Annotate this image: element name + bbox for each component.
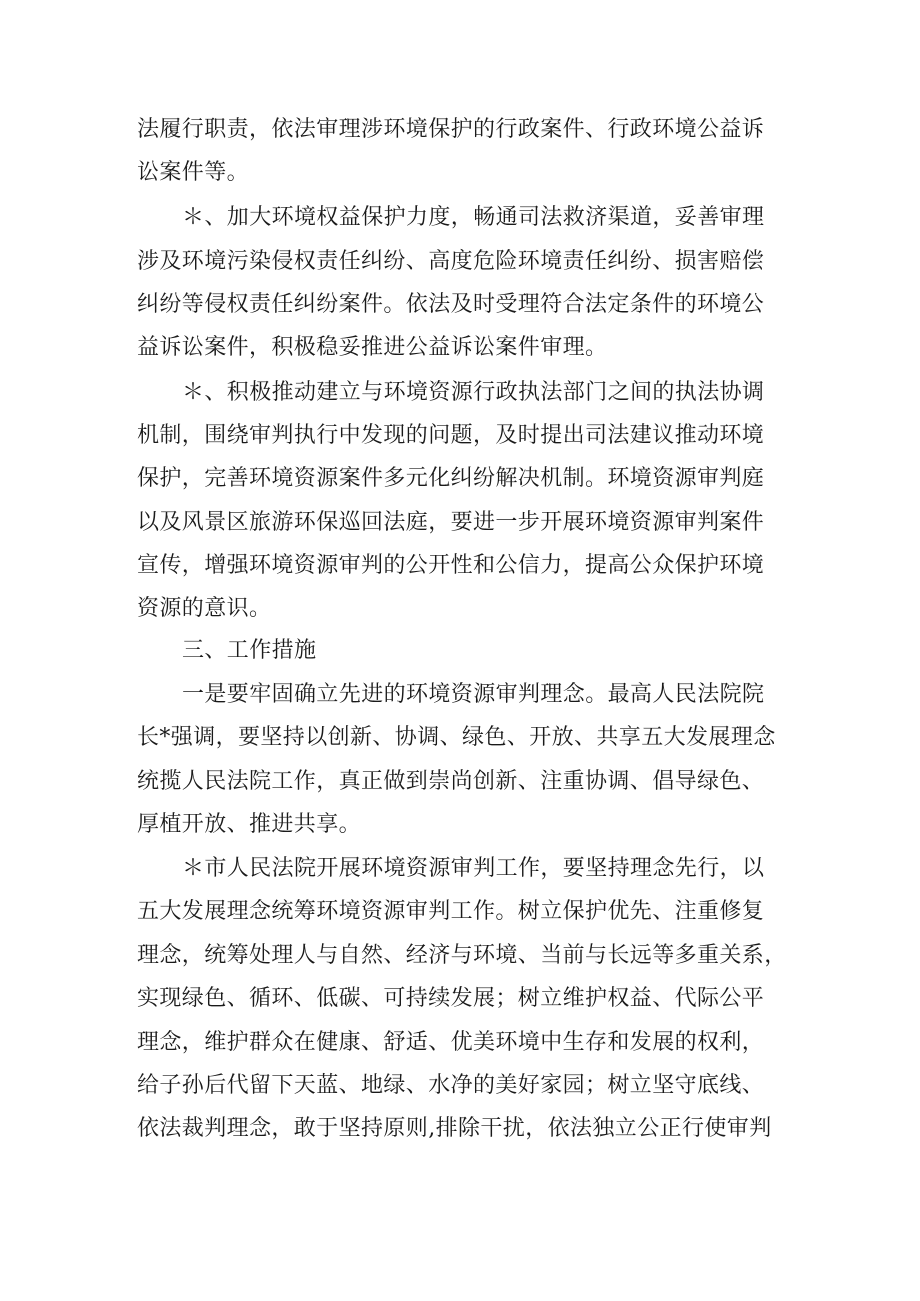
paragraph-5-line-6: 给子孙后代留下天蓝、地绿、水净的美好家园；树立坚守底线、: [137, 1073, 765, 1098]
paragraph-3-line-3: 保护，完善环境资源案件多元化纠纷解决机制。环境资源审判庭: [137, 466, 765, 491]
paragraph-5-line-3: 理念，统筹处理人与自然、经济与环境、当前与长远等多重关系，: [137, 943, 787, 968]
paragraph-3-line-4: 以及风景区旅游环保巡回法庭，要进一步开展环境资源审判案件: [137, 510, 765, 535]
paragraph-5-line-7: 依法裁判理念，敢于坚持原则,排除干扰，依法独立公正行使审判: [137, 1116, 772, 1141]
paragraph-5-line-2: 五大发展理念统筹环境资源审判工作。树立保护优先、注重修复: [137, 899, 765, 924]
paragraph-3-line-5: 宣传，增强环境资源审判的公开性和公信力，提高公众保护环境: [137, 553, 765, 578]
paragraph-2-line-2: 涉及环境污染侵权责任纠纷、高度危险环境责任纠纷、损害赔偿: [137, 249, 765, 274]
paragraph-1-line-1: 法履行职责，依法审理涉环境保护的行政案件、行政环境公益诉: [137, 117, 765, 142]
paragraph-5-line-1: ＊市人民法院开展环境资源审判工作，要坚持理念先行，以: [182, 856, 765, 881]
paragraph-3-line-2: 机制，围绕审判执行中发现的问题，及时提出司法建议推动环境: [137, 423, 765, 448]
paragraph-3-line-1: ＊、积极推动建立与环境资源行政执法部门之间的执法协调: [182, 380, 765, 405]
paragraph-1-line-2: 讼案件等。: [137, 160, 250, 185]
paragraph-2-line-3: 纠纷等侵权责任纠纷案件。依法及时受理符合法定条件的环境公: [137, 292, 765, 317]
paragraph-2-line-1: ＊、加大环境权益保护力度，畅通司法救济渠道，妥善审理: [182, 205, 765, 230]
paragraph-4-line-4: 厚植开放、推进共享。: [137, 812, 362, 837]
paragraph-2-line-4: 益诉讼案件，积极稳妥推进公益诉讼案件审理。: [137, 335, 608, 360]
paragraph-3-line-6: 资源的意识。: [137, 596, 272, 621]
paragraph-5-line-4: 实现绿色、循环、低碳、可持续发展；树立维护权益、代际公平: [137, 986, 765, 1011]
paragraph-4-line-3: 统揽人民法院工作，真正做到崇尚创新、注重协调、倡导绿色、: [137, 769, 765, 794]
paragraph-5-line-5: 理念，维护群众在健康、舒适、优美环境中生存和发展的权利，: [137, 1030, 765, 1055]
paragraph-4-line-2: 长*强调，要坚持以创新、协调、绿色、开放、共享五大发展理念: [137, 725, 776, 750]
section-heading: 三、工作措施: [182, 638, 317, 663]
paragraph-4-line-1: 一是要牢固确立先进的环境资源审判理念。最高人民法院院: [182, 682, 765, 707]
